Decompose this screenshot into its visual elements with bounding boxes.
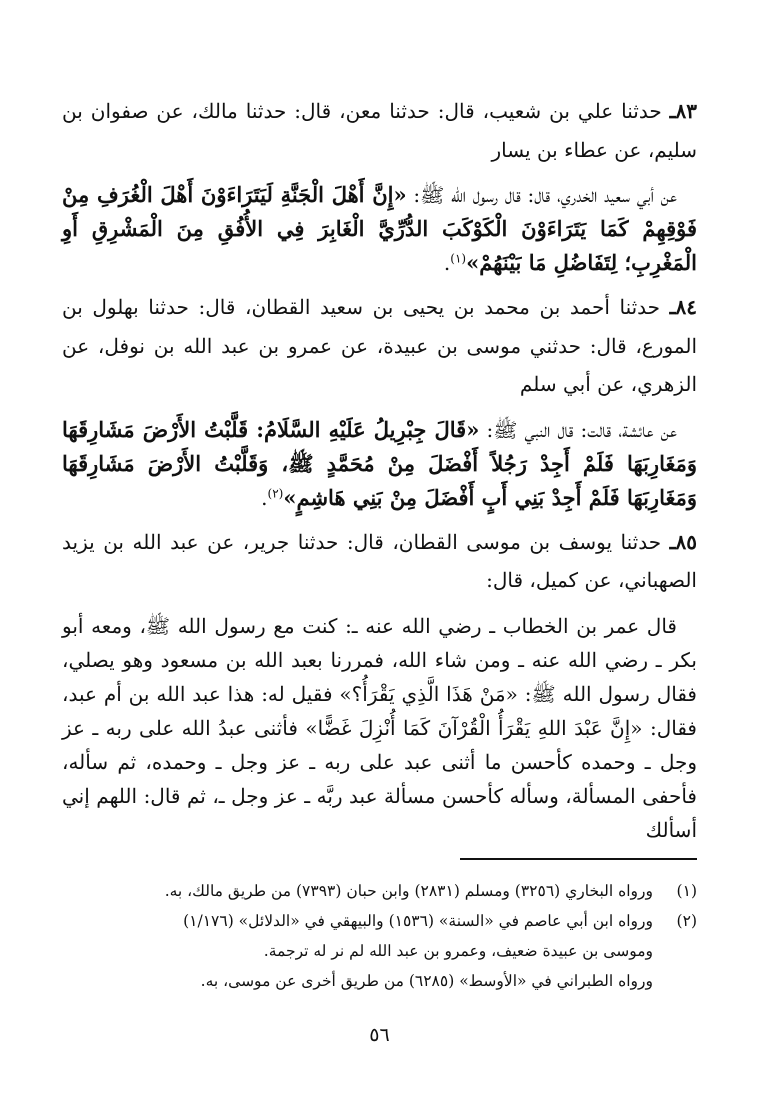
narrator-lead: عن عائشة، قالت: قال النبي ﷺ:	[479, 417, 677, 442]
sentence-end: .	[443, 251, 451, 275]
footnote-reference: (١)	[450, 251, 467, 266]
footnote-2-line-3: ورواه الطبراني في «الأوسط» (٦٢٨٥) من طريق أخرى عن موسى، به.	[200, 972, 653, 990]
hadith-number: ٨٣ـ	[669, 99, 697, 123]
footnote-text: ورواه ابن أبي عاصم في «السنة» (١٥٣٦) والبيهقي في «الدلائل» (١/١٧٦)	[183, 912, 653, 930]
hadith-85-isnad	[62, 523, 697, 600]
isnad-text: حدثنا علي بن شعيب، قال: حدثنا معن، قال: حدثنا مالك، عن صفوان بن سليم، عن عطاء بن يسار	[62, 99, 697, 162]
hadith-84-isnad	[62, 288, 697, 404]
hadith-85-matn	[62, 609, 697, 847]
sentence-end: .	[261, 485, 268, 510]
footnote-reference: (٢)	[267, 485, 284, 500]
footnotes	[62, 876, 697, 996]
page-number: ٥٦	[369, 1024, 390, 1046]
matn-text: قال عمر بن الخطاب ـ رضي الله عنه ـ: كنت مع رسول الله ﷺ، ومعه أبو بكر ـ رضي الله عنه ـ ومن شاء الله، فمررنا بعبد الله بن مسعود وهو يصلي، فقال رسول الله ﷺ: «مَنْ هَذَا الَّذِي يَقْرَأُ؟» فقيل له: هذا عبد الله بن أم عبد، فقال: «إِنَّ عَبْدَ اللهِ يَقْرَأُ الْقُرْآنَ كَمَا أُنْزِلَ غَضًّا» فأثنى عبدُ الله على ربه ـ عز وجل ـ وحمده كأحسن ما أثنى عبد على ربه ـ عز وجل ـ وحمده، ثم سأله، فأحفى المسألة، وسأله كأحسن مسألة عبد ربَّه ـ عز وجل ـ، ثم قال: اللهم إني أسألك	[62, 613, 697, 842]
footnote-1	[62, 876, 697, 906]
hadith-83-isnad	[62, 92, 697, 169]
footnote-separator	[460, 858, 697, 860]
footnote-2-line-2: وموسى بن عبيدة ضعيف، وعمرو بن عبد الله لم نر له ترجمة.	[263, 942, 653, 960]
hadith-number: ٨٥ـ	[669, 529, 697, 554]
footnote-text: ورواه البخاري (٣٢٥٦) ومسلم (٢٨٣١) وابن حبان (٧٣٩٣) من طريق مالك، به.	[164, 882, 653, 900]
hadith-84-matn	[62, 413, 697, 515]
narrator-lead: عن أبي سعيد الخدري، قال: قال رسول الله ﷺ:	[406, 183, 677, 207]
hadith-number: ٨٤ـ	[669, 295, 697, 319]
prophetic-quote: «قَالَ جِبْرِيلُ عَلَيْهِ السَّلَامُ: قَلَّبْتُ الأَرْضَ مَشَارِقَهَا وَمَغَارِبَهَا فَلَمْ أَجِدْ رَجُلاً أَفْضَلَ مِنْ مُحَمَّدٍ ﷺ، وَقَلَّبْتُ الأَرْضَ مَشَارِقَهَا وَمَغَارِبَهَا فَلَمْ أَجِدْ بَنِي أَبٍ أَفْضَلَ مِنْ بَنِي هَاشِمٍ»	[62, 416, 697, 510]
footnote-2	[62, 906, 697, 936]
hadith-83-matn	[62, 178, 697, 280]
prophetic-quote: «إِنَّ أَهْلَ الْجَنَّةِ لَيَتَرَاءَوْنَ أَهْلَ الْغُرَفِ مِنْ فَوْقِهِمْ كَمَا يَتَرَاءَوْنَ الْكَوْكَبَ الدُّرِّيَّ الْغَابِرَ فِي الأُفُقِ مِنَ الْمَشْرِقِ أَوِ الْمَغْرِبِ؛ لِتَفَاضُلِ مَا بَيْنَهُمْ»	[62, 182, 697, 275]
footnote-number: (٢)	[676, 912, 697, 930]
isnad-text: حدثنا أحمد بن محمد بن يحيى بن سعيد القطان، قال: حدثنا بهلول بن المورع، قال: حدثني موسى بن عبيدة، عن عمرو بن عبد الله بن نوفل، عن الزهري، عن أبي سلم	[62, 295, 697, 396]
footnote-number: (١)	[676, 882, 697, 900]
isnad-text: حدثنا يوسف بن موسى القطان، قال: حدثنا جرير، عن عبد الله بن يزيد الصهباني، عن كميل، قال:	[62, 529, 697, 592]
main-text	[62, 92, 697, 855]
